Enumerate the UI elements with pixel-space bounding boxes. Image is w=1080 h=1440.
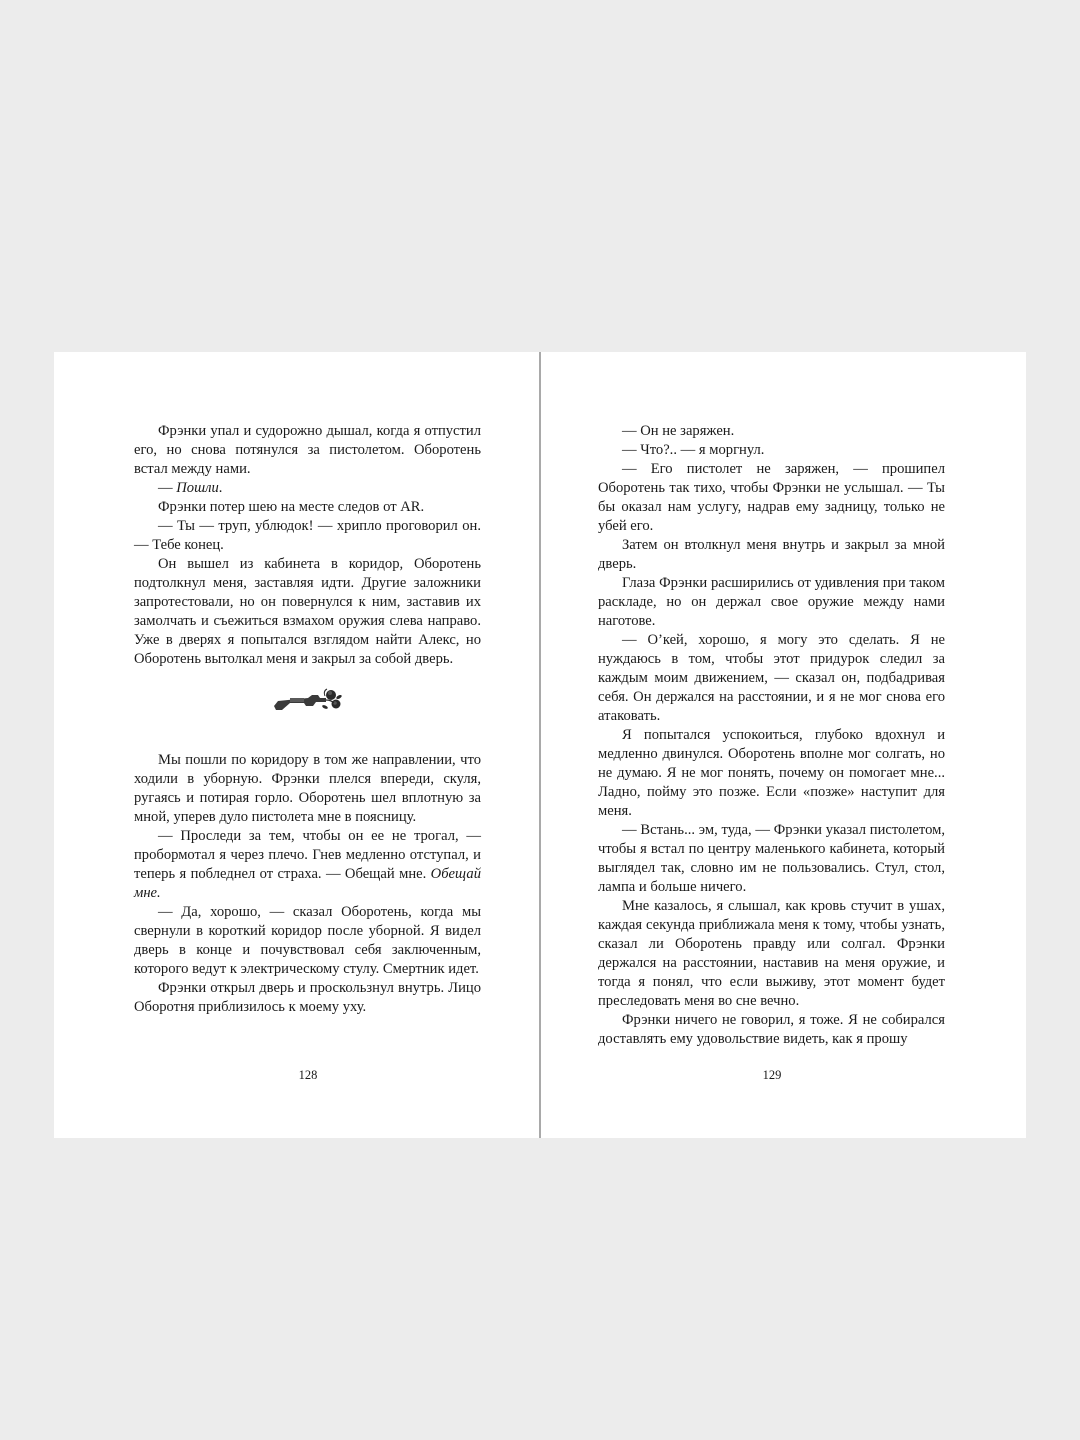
page-number-right: 129	[762, 1068, 782, 1082]
paragraph: — О’кей, хорошо, я могу это сделать. Я не нуждаюсь в том, чтобы этот придурок следил за каждым моим движением, — сказал он, подбадривая себя. Он держался на расстоянии, и я не мог снова его атаковать.	[598, 632, 945, 724]
paragraph: Фрэнки открыл дверь и проскользнул внутрь. Лицо Оборотня приблизилось к моему уху.	[134, 980, 481, 1015]
paragraph-plead	[134, 827, 481, 903]
paragraph: — Да, хорошо, — сказал Оборотень, когда мы свернули в короткий коридор после уборной. Я видел дверь в конце и почувствовал себя заключенным, которого ведут к электрическому стулу. Смертник идет.	[134, 904, 481, 977]
italic-promise: Обещай мне.	[134, 866, 481, 901]
paragraph: Фрэнки потер шею на месте следов от AR.	[158, 499, 425, 515]
italic-go: Пошли	[176, 480, 219, 496]
right-page-text	[598, 422, 945, 1049]
period: .	[218, 480, 223, 496]
dash: —	[158, 480, 177, 496]
book-gutter	[539, 352, 541, 1138]
left-bottom-paragraphs	[134, 751, 481, 1017]
paragraph: — Ты — труп, ублюдок! — хрипло проговорил он. — Тебе конец.	[134, 518, 481, 553]
paragraph: Мы пошли по коридору в том же направлении, что ходили в уборную. Фрэнки плелся впереди, скуля, ругаясь и потирая горло. Оборотень шел вплотную за мной, уперев дуло пистолета мне в поясницу.	[134, 752, 481, 825]
paragraph: Мне казалось, я слышал, как кровь стучит в ушах, каждая секунда приближала меня к тому, чтобы узнать, сказал ли Оборотень правду или солгал. Фрэнки держался на расстоянии, наставив на меня оружие, и тогда я понял, что если выживу, этот момент будет преследовать меня во сне вечно.	[598, 898, 945, 1009]
book-spread	[54, 352, 1026, 1138]
paragraph-go	[134, 479, 481, 498]
paragraph: Глаза Фрэнки расширились от удивления при таком раскладе, но он держал свое оружие между нами наготове.	[598, 575, 945, 629]
paragraph: Фрэнки упал и судорожно дышал, когда я отпустил его, но снова потянулся за пистолетом. Оборотень встал между нами.	[134, 423, 481, 477]
paragraph: — Он не заряжен.	[622, 423, 735, 439]
paragraph: Он вышел из кабинета в коридор, Оборотень подтолкнул меня, заставляя идти. Другие заложники запротестовали, но он повернулся к ним, заставив их замолчать и съежиться взмахом оружия слева направо. Уже в дверях я попытался взглядом найти Алекс, но Оборотень вытолкал меня и закрыл за собой дверь.	[134, 556, 481, 667]
revolver-with-rose-icon	[134, 678, 481, 722]
paragraph: — Что?.. — я моргнул.	[622, 442, 765, 458]
left-page-text	[134, 422, 481, 1017]
paragraph: Фрэнки ничего не говорил, я тоже. Я не собирался доставлять ему удовольствие видеть, как я прошу	[598, 1012, 945, 1047]
paragraph: Затем он втолкнул меня внутрь и закрыл за мной дверь.	[598, 537, 945, 572]
page-number-left: 128	[298, 1068, 318, 1082]
plead-text: — Проследи за тем, чтобы он ее не трогал, — пробормотал я через плечо. Гнев медленно отступал, и теперь я побледнел от страха. — Обещай мне.	[134, 828, 481, 882]
paragraph: — Его пистолет не заряжен, — прошипел Оборотень так тихо, чтобы Фрэнки не услышал. — Ты бы оказал нам услугу, надрав ему задницу, только не убей его.	[598, 461, 945, 534]
left-top-paragraphs	[134, 422, 481, 669]
paragraph: — Встань... эм, туда, — Фрэнки указал пистолетом, чтобы я встал по центру маленького кабинета, который выглядел так, словно им не пользовались. Стул, стол, лампа и больше ничего.	[598, 822, 945, 895]
paragraph: Я попытался успокоиться, глубоко вдохнул и медленно двинулся. Оборотень вполне мог солгать, но не думаю. Я не мог понять, почему он помогает мне... Ладно, пойму это позже. Если «позже» наступит для меня.	[598, 727, 945, 819]
revolver-with-rose-icon	[268, 682, 348, 718]
